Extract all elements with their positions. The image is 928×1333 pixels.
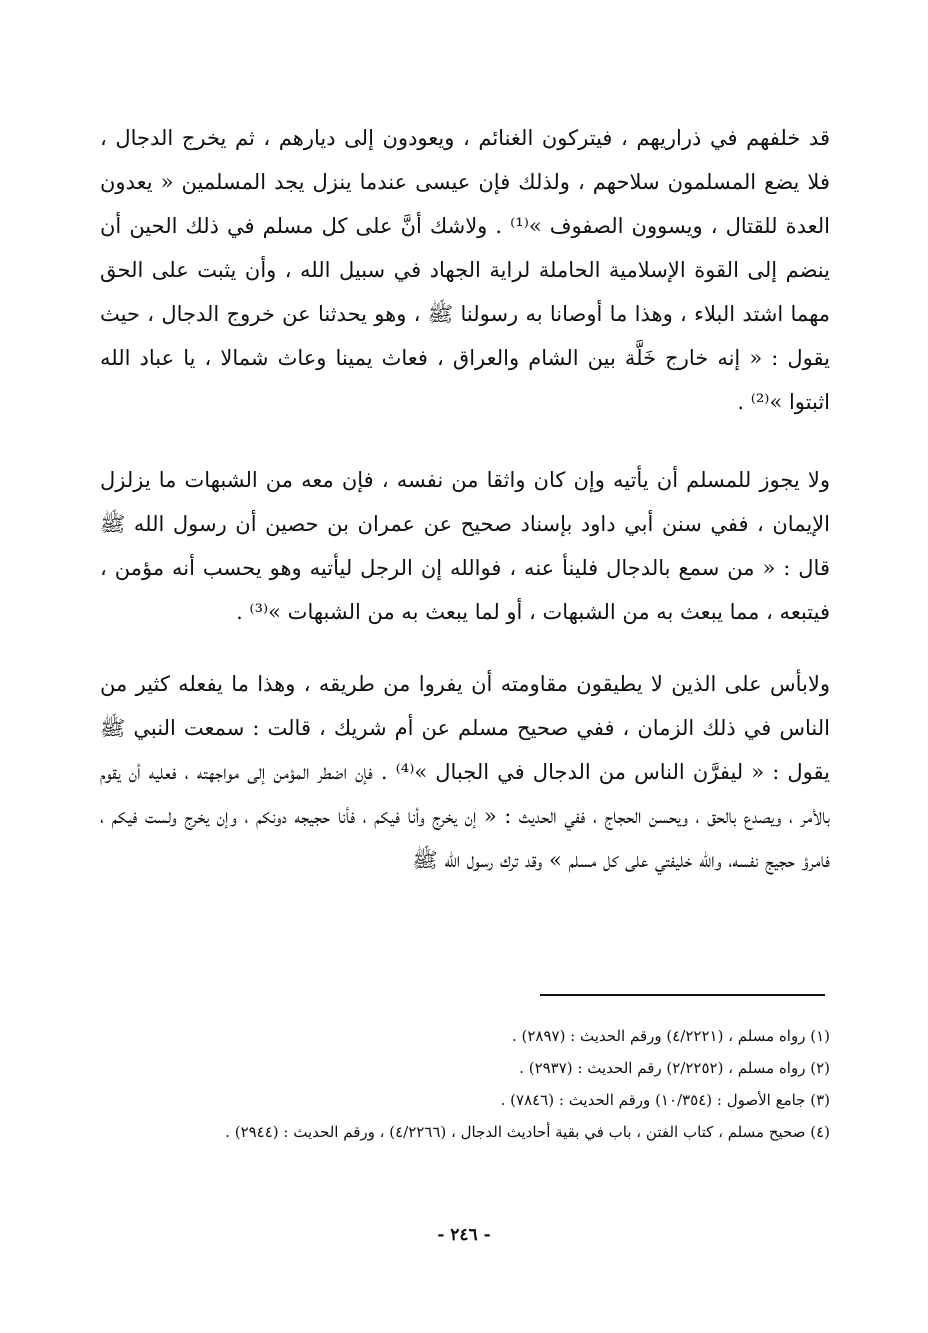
footnote-3: (٣) جامع الأصول : (١٠/٣٥٤) ورقم الحديث : (٧٨٤٦) . (500, 1091, 830, 1109)
page-number: - ٢٤٦ - (437, 1225, 491, 1245)
paragraph-3: ولابأس على الذين لا يطيقون مقاومته أن يفروا من طريقه ، وهذا ما يفعله كثير من الناس في ذلك الزمان ، ففي صحيح مسلم عن أم شريك ، قالت : سمعت النبي ﷺ يقول : « ليفرَّن الناس من الدجال في الجبال »⁽⁴⁾ . فإن اضطر المؤمن إلى مواجهته ، فعليه أن يقوم بالأمر ، ويصدع بالحق ، ويحسن الحجاج ، ففي الحديث : « إن يخرج وأنا فيكم ، فأنا حجيجه دونكم ، وإن يخرج ولست فيكم ، فامرؤ حجيج نفسه، والله خليفتي على كل مسلم » وقد ترك رسول الله ﷺ (100, 672, 830, 872)
paragraph-2: ولا يجوز للمسلم أن يأتيه وإن كان واثقا من نفسه ، فإن معه من الشبهات ما يزلزل الإيمان ، ففي سنن أبي داود بإسناد صحيح عن عمران بن حصين أن رسول الله ﷺ قال : « من سمع بالدجال فلينأ عنه ، فوالله إن الرجل ليأتيه وهو يحسب أنه مؤمن ، فيتبعه ، مما يبعث به من الشبهات ، أو لما يبعث به من الشبهات »⁽³⁾ . (100, 468, 830, 624)
footnote-4: (٤) صحيح مسلم ، كتاب الفتن ، باب في بقية أحاديث الدجال ، (٤/٢٢٦٦) ، ورقم الحديث : (٢٩٤٤) . (225, 1123, 830, 1141)
footnote-1: (١) رواه مسلم ، (٤/٢٢٢١) ورقم الحديث : (٢٨٩٧) . (511, 1027, 830, 1045)
footnote-2: (٢) رواه مسلم ، (٢/٢٢٥٢) رقم الحديث : (٢٩٣٧) . (519, 1059, 830, 1077)
paragraph-1: قد خلفهم في ذراريهم ، فيتركون الغنائم ، ويعودون إلى ديارهم ، ثم يخرج الدجال ، فلا يضع المسلمون سلاحهم ، ولذلك فإن عيسى عندما ينزل يجد المسلمين « يعدون العدة للقتال ، ويسوون الصفوف »⁽¹⁾ . ولاشك أنَّ على كل مسلم في ذلك الحين أن ينضم إلى القوة الإسلامية الحاملة لراية الجهاد في سبيل الله ، وأن يثبت على الحق مهما اشتد البلاء ، وهذا ما أوصانا به رسولنا ﷺ ، وهو يحدثنا عن خروج الدجال ، حيث يقول : « إنه خارج خَلَّة بين الشام والعراق ، فعاث يمينا وعاث شمالا ، يا عباد الله اثبتوا »⁽²⁾ . (100, 126, 830, 414)
footnotes (100, 1020, 830, 1148)
footnote-separator (540, 994, 825, 996)
